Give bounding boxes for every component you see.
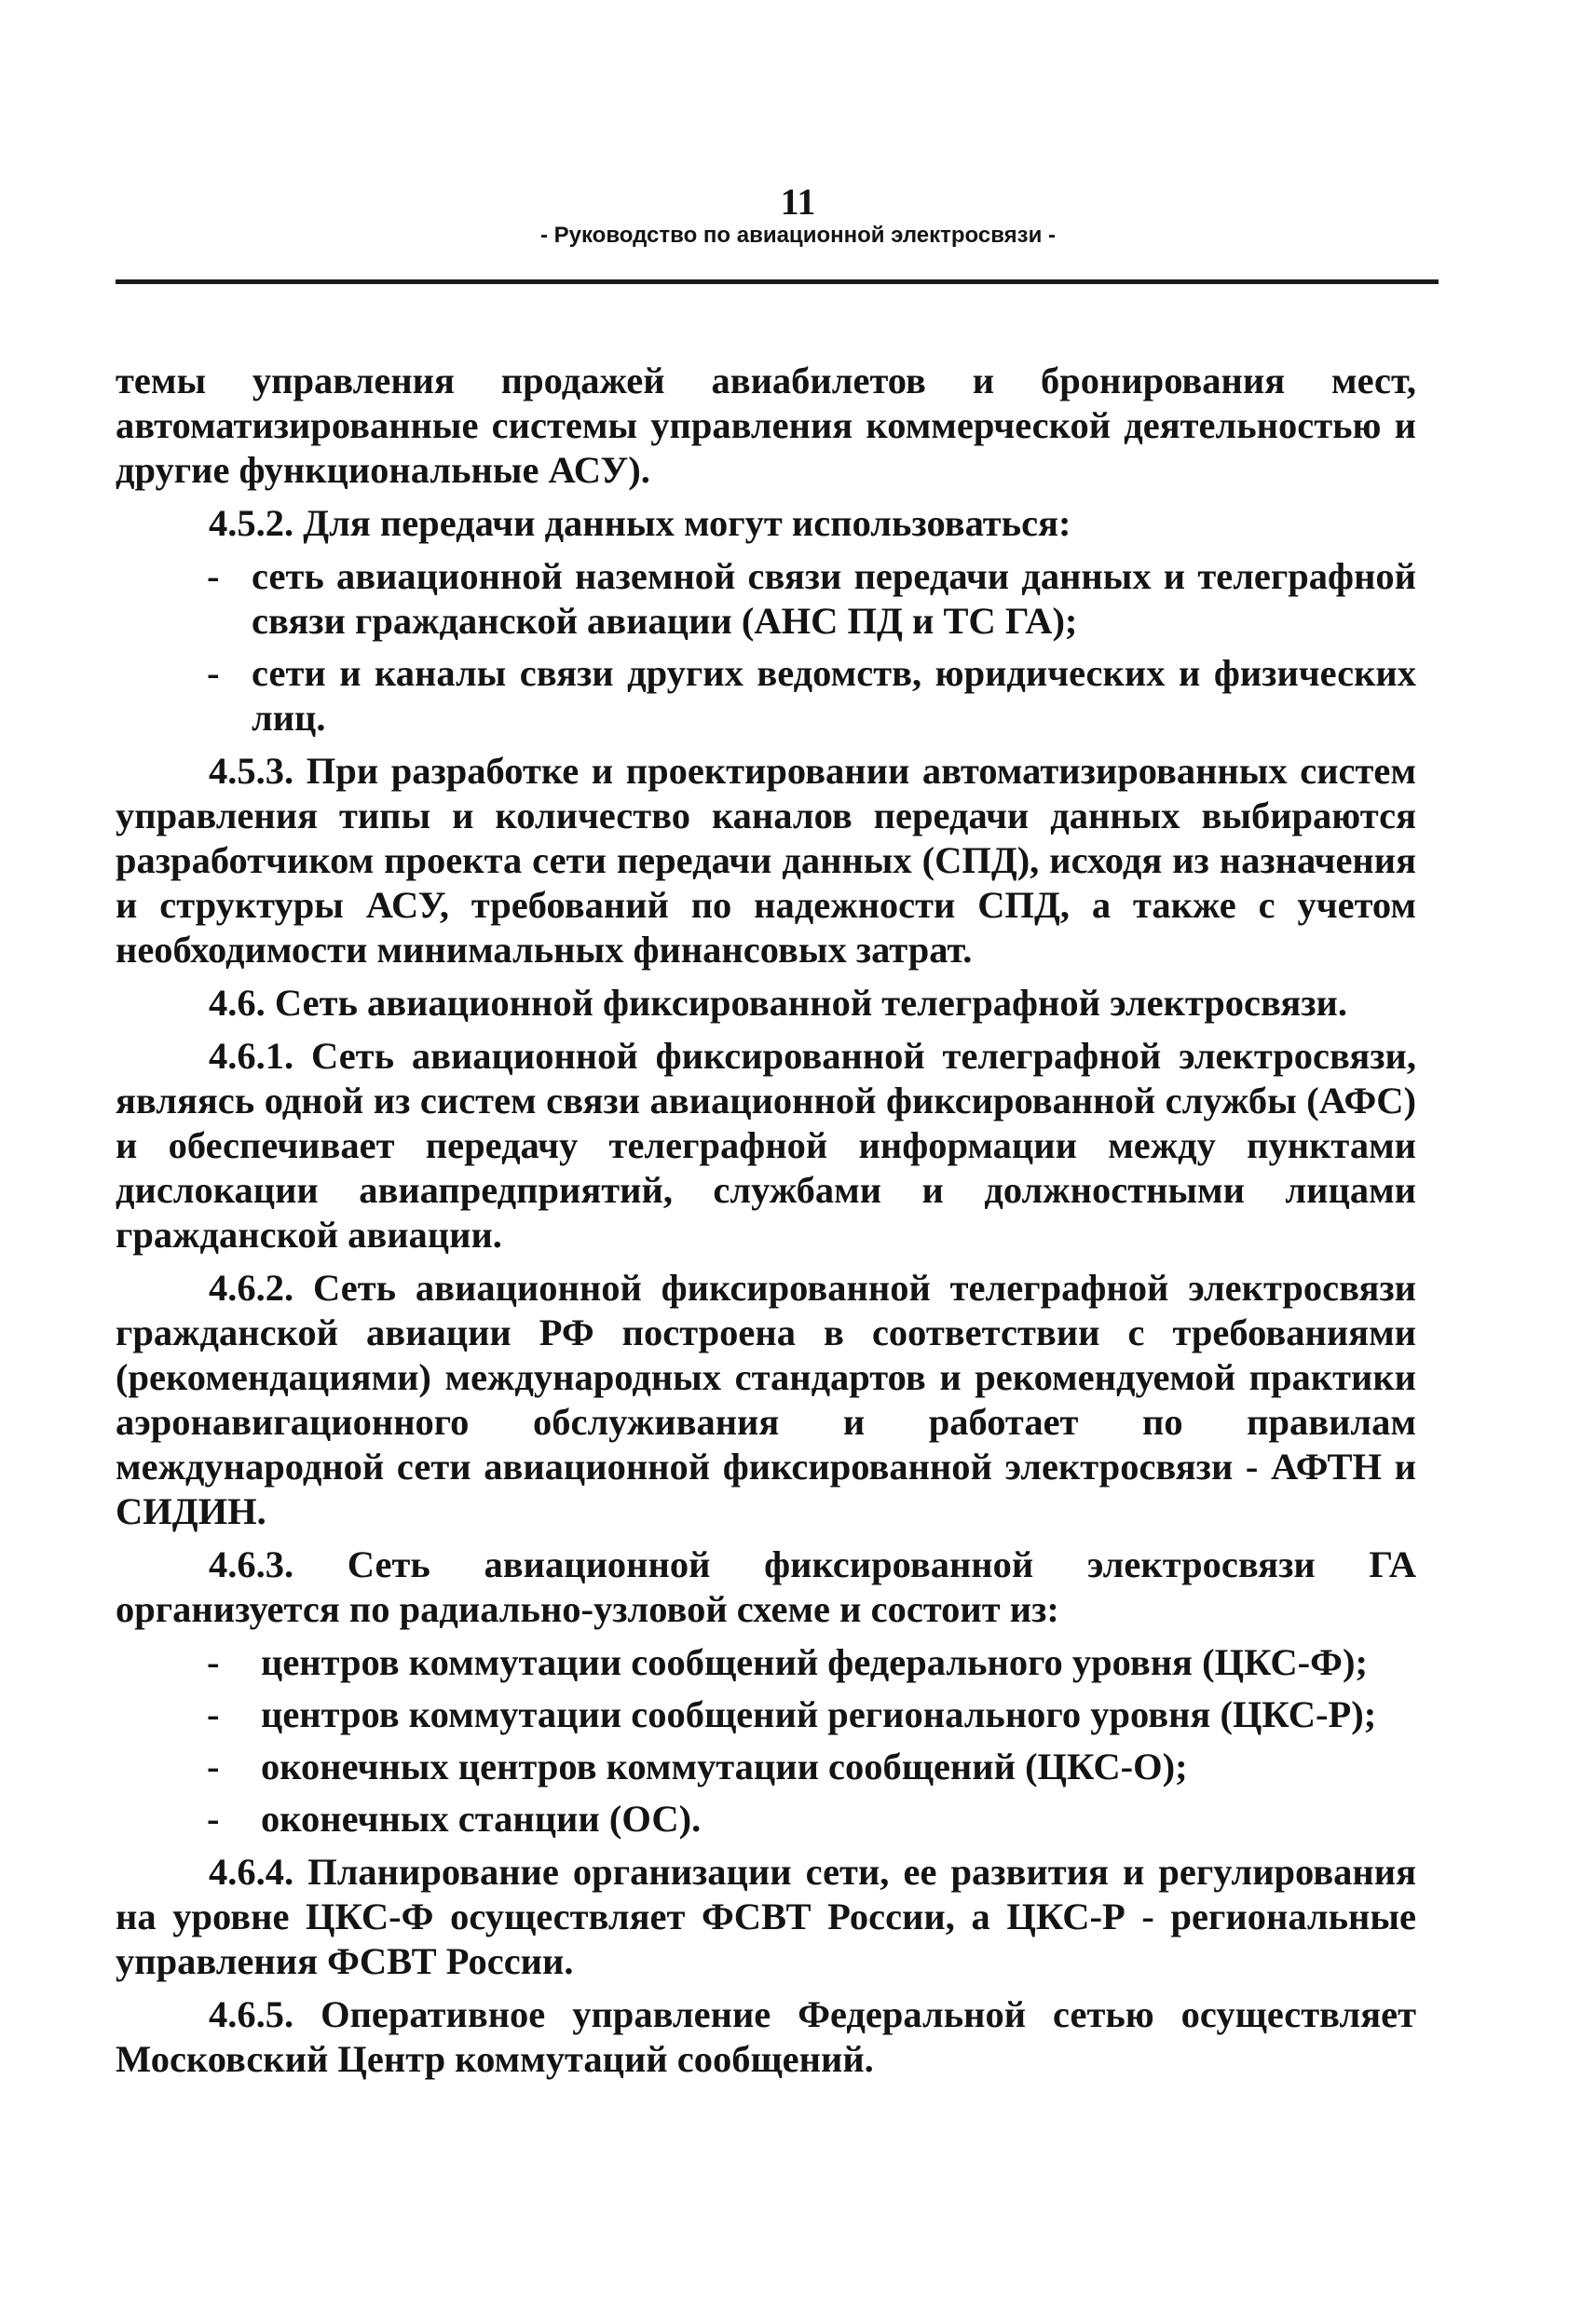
list-item-text: оконечных центров коммутации сообщений (ЦКС-О);: [261, 1746, 1188, 1787]
list-dash: -: [207, 1798, 220, 1840]
list-item: [116, 1640, 1416, 1685]
list-dash: -: [207, 652, 220, 694]
list-dash: -: [207, 555, 220, 597]
list-item: [116, 651, 1416, 741]
page-number: 11: [780, 181, 816, 223]
list-item: [116, 1745, 1416, 1789]
paragraph-4-6-5: 4.6.5. Оперативное управление Федеральной сетью осуществляет Московский Центр коммутаций сообщений.: [116, 1993, 1416, 2080]
paragraph-4-6: 4.6. Сеть авиационной фиксированной телеграфной электросвязи.: [209, 982, 1348, 1024]
document-body: [116, 359, 1416, 2090]
list-item-text: центров коммутации сообщений регионального уровня (ЦКС-Р);: [261, 1693, 1377, 1735]
list-dash: -: [207, 1693, 220, 1735]
paragraph-intro: темы управления продажей авиабилетов и бронирования мест, автоматизированные системы управления коммерческой деятельностью и другие функциональные АСУ).: [116, 360, 1416, 491]
list-item-text: сеть авиационной наземной связи передачи данных и телеграфной связи гражданской авиации (АНС ПД и ТС ГА);: [252, 555, 1416, 642]
list-item: [116, 1692, 1416, 1737]
paragraph-4-6-2: 4.6.2. Сеть авиационной фиксированной телеграфной электросвязи гражданской авиации РФ построена в соответствии с требованиями (рекомендациями) международных стандартов и рекомендуемой практики аэронавигационного обслуживания и работает по правилам международной сети авиационной фиксированной электросвязи - АФТН и СИДИН.: [116, 1267, 1416, 1532]
paragraph-4-6-4: 4.6.4. Планирование организации сети, ее развития и регулирования на уровне ЦКС-Ф осуществляет ФСВТ России, а ЦКС-Р - региональные управления ФСВТ России.: [116, 1851, 1416, 1982]
list-item-text: центров коммутации сообщений федерального уровня (ЦКС-Ф);: [261, 1641, 1368, 1683]
list-item-text: оконечных станции (ОС).: [261, 1798, 702, 1840]
paragraph-4-6-1: 4.6.1. Сеть авиационной фиксированной телеграфной электросвязи, являясь одной из систем связи авиационной фиксированной службы (АФС) и обеспечивает передачу телеграфной информации между пунктами дислокации авиапредприятий, службами и должностными лицами гражданской авиации.: [116, 1035, 1416, 1256]
paragraph-4-6-3: 4.6.3. Сеть авиационной фиксированной электросвязи ГА организуется по радиально-узловой схеме и состоит из:: [116, 1543, 1416, 1630]
list-dash: -: [207, 1641, 220, 1683]
list-item: [116, 554, 1416, 644]
list-item: [116, 1797, 1416, 1842]
running-header: - Руководство по авиационной электросвязи -: [539, 223, 1057, 248]
switching-centers-list: [116, 1640, 1416, 1842]
header-rule: [116, 279, 1439, 284]
data-transmission-list: [116, 554, 1416, 741]
list-item-text: сети и каналы связи других ведомств, юридических и физических лиц.: [252, 652, 1416, 739]
paragraph-4-5-2: 4.5.2. Для передачи данных могут использоваться:: [209, 502, 1071, 544]
paragraph-4-5-3: 4.5.3. При разработке и проектировании автоматизированных систем управления типы и количество каналов передачи данных выбираются разработчиком проекта сети передачи данных (СПД), исходя из назначения и структуры АСУ, требований по надежности СПД, а также с учетом необходимости минимальных финансовых затрат.: [116, 750, 1416, 971]
list-dash: -: [207, 1746, 220, 1787]
